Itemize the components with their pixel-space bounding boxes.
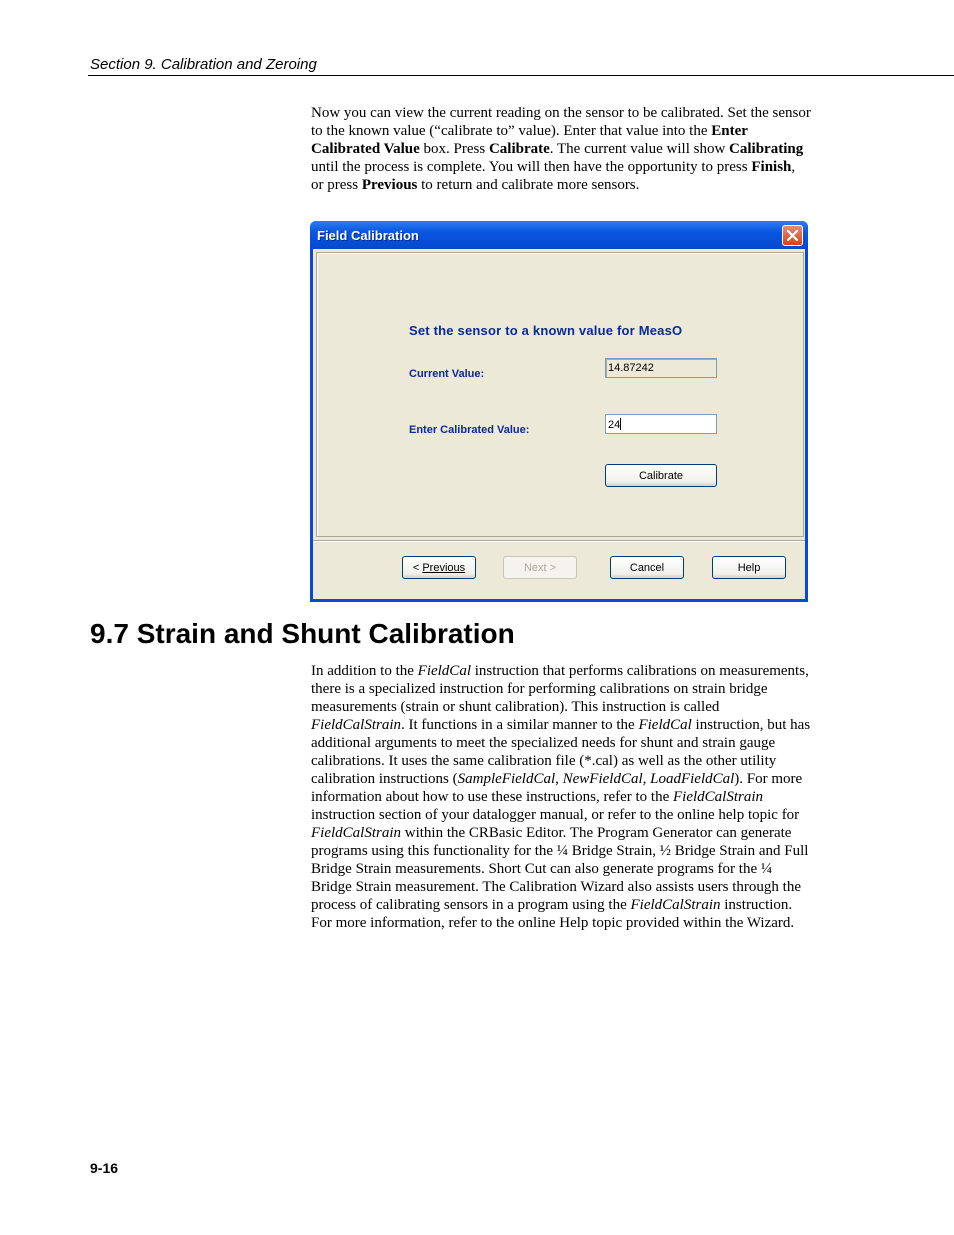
section-heading: 9.7 Strain and Shunt Calibration [90, 618, 515, 649]
calibrate-button[interactable]: Calibrate [605, 464, 717, 487]
current-value-label: Current Value: [409, 368, 485, 380]
previous-button-label: Previous [422, 561, 466, 574]
section-paragraph: In addition to the FieldCal instruction that performs calibrations on measurements, there is a specialized instruction for performing calibrations on strain bridge measurements (strain or shunt calibration). This instruction is called FieldCalStrain. It functions in a similar manner to the FieldCal instruction, but has additional arguments to meet the specialized needs for shunt and strain gauge calibrations. It uses the same calibration file (*.cal) as well as the other utility calibration instructions (SampleFieldCal, NewFieldCal, LoadFieldCal). For more information about how to use these instructions, refer to the FieldCalStrain instruction section of your datalogger manual, or refer to the online help topic for FieldCalStrain within the CRBasic Editor. The Program Generator can generate programs using this functionality for the ¼ Bridge Strain, ½ Bridge Strain and Full Bridge Strain measurements. Short Cut can also generate programs for the ¼ Bridge Strain measurement. The Calibration Wizard also assists users through the process of calibrating sensors in a program using the FieldCalStrain instruction. For more information, refer to the online Help topic provided within the Wizard. [311, 663, 811, 931]
dialog-title: Field Calibration [317, 228, 419, 243]
dialog-client-area [313, 249, 805, 599]
field-calibration-dialog [310, 221, 808, 602]
cancel-button[interactable]: Cancel [610, 556, 684, 579]
wizard-panel [316, 252, 804, 537]
previous-button[interactable]: < Previous [402, 556, 476, 579]
close-icon [786, 229, 799, 242]
running-header: Section 9. Calibration and Zeroing [90, 56, 317, 73]
calibrated-value-text: 24 [608, 419, 621, 431]
close-button[interactable] [782, 225, 803, 246]
instruction-heading: Set the sensor to a known value for MeasO [409, 323, 683, 338]
current-value-field: 14.87242 [605, 358, 717, 378]
page-number: 9-16 [90, 1160, 119, 1176]
text-caret [620, 418, 621, 430]
next-button[interactable]: Next > [503, 556, 577, 579]
intro-paragraph: Now you can view the current reading on the sensor to be calibrated. Set the sensor to the known value (“calibrate to” value). Enter that value into the Enter Calibrated Value box. Press Calibrate. The current value will show Calibrating until the process is complete. You will then have the opportunity to press Finish, or press Previous to return and calibrate more sensors. [311, 105, 811, 193]
help-button[interactable]: Help [712, 556, 786, 579]
button-divider [313, 540, 805, 542]
enter-calibrated-value-label: Enter Calibrated Value: [409, 424, 530, 436]
next-button-label: Next [523, 561, 547, 574]
dialog-titlebar[interactable] [310, 221, 808, 249]
calibrated-value-input[interactable] [605, 414, 717, 434]
header-rule [88, 75, 954, 76]
